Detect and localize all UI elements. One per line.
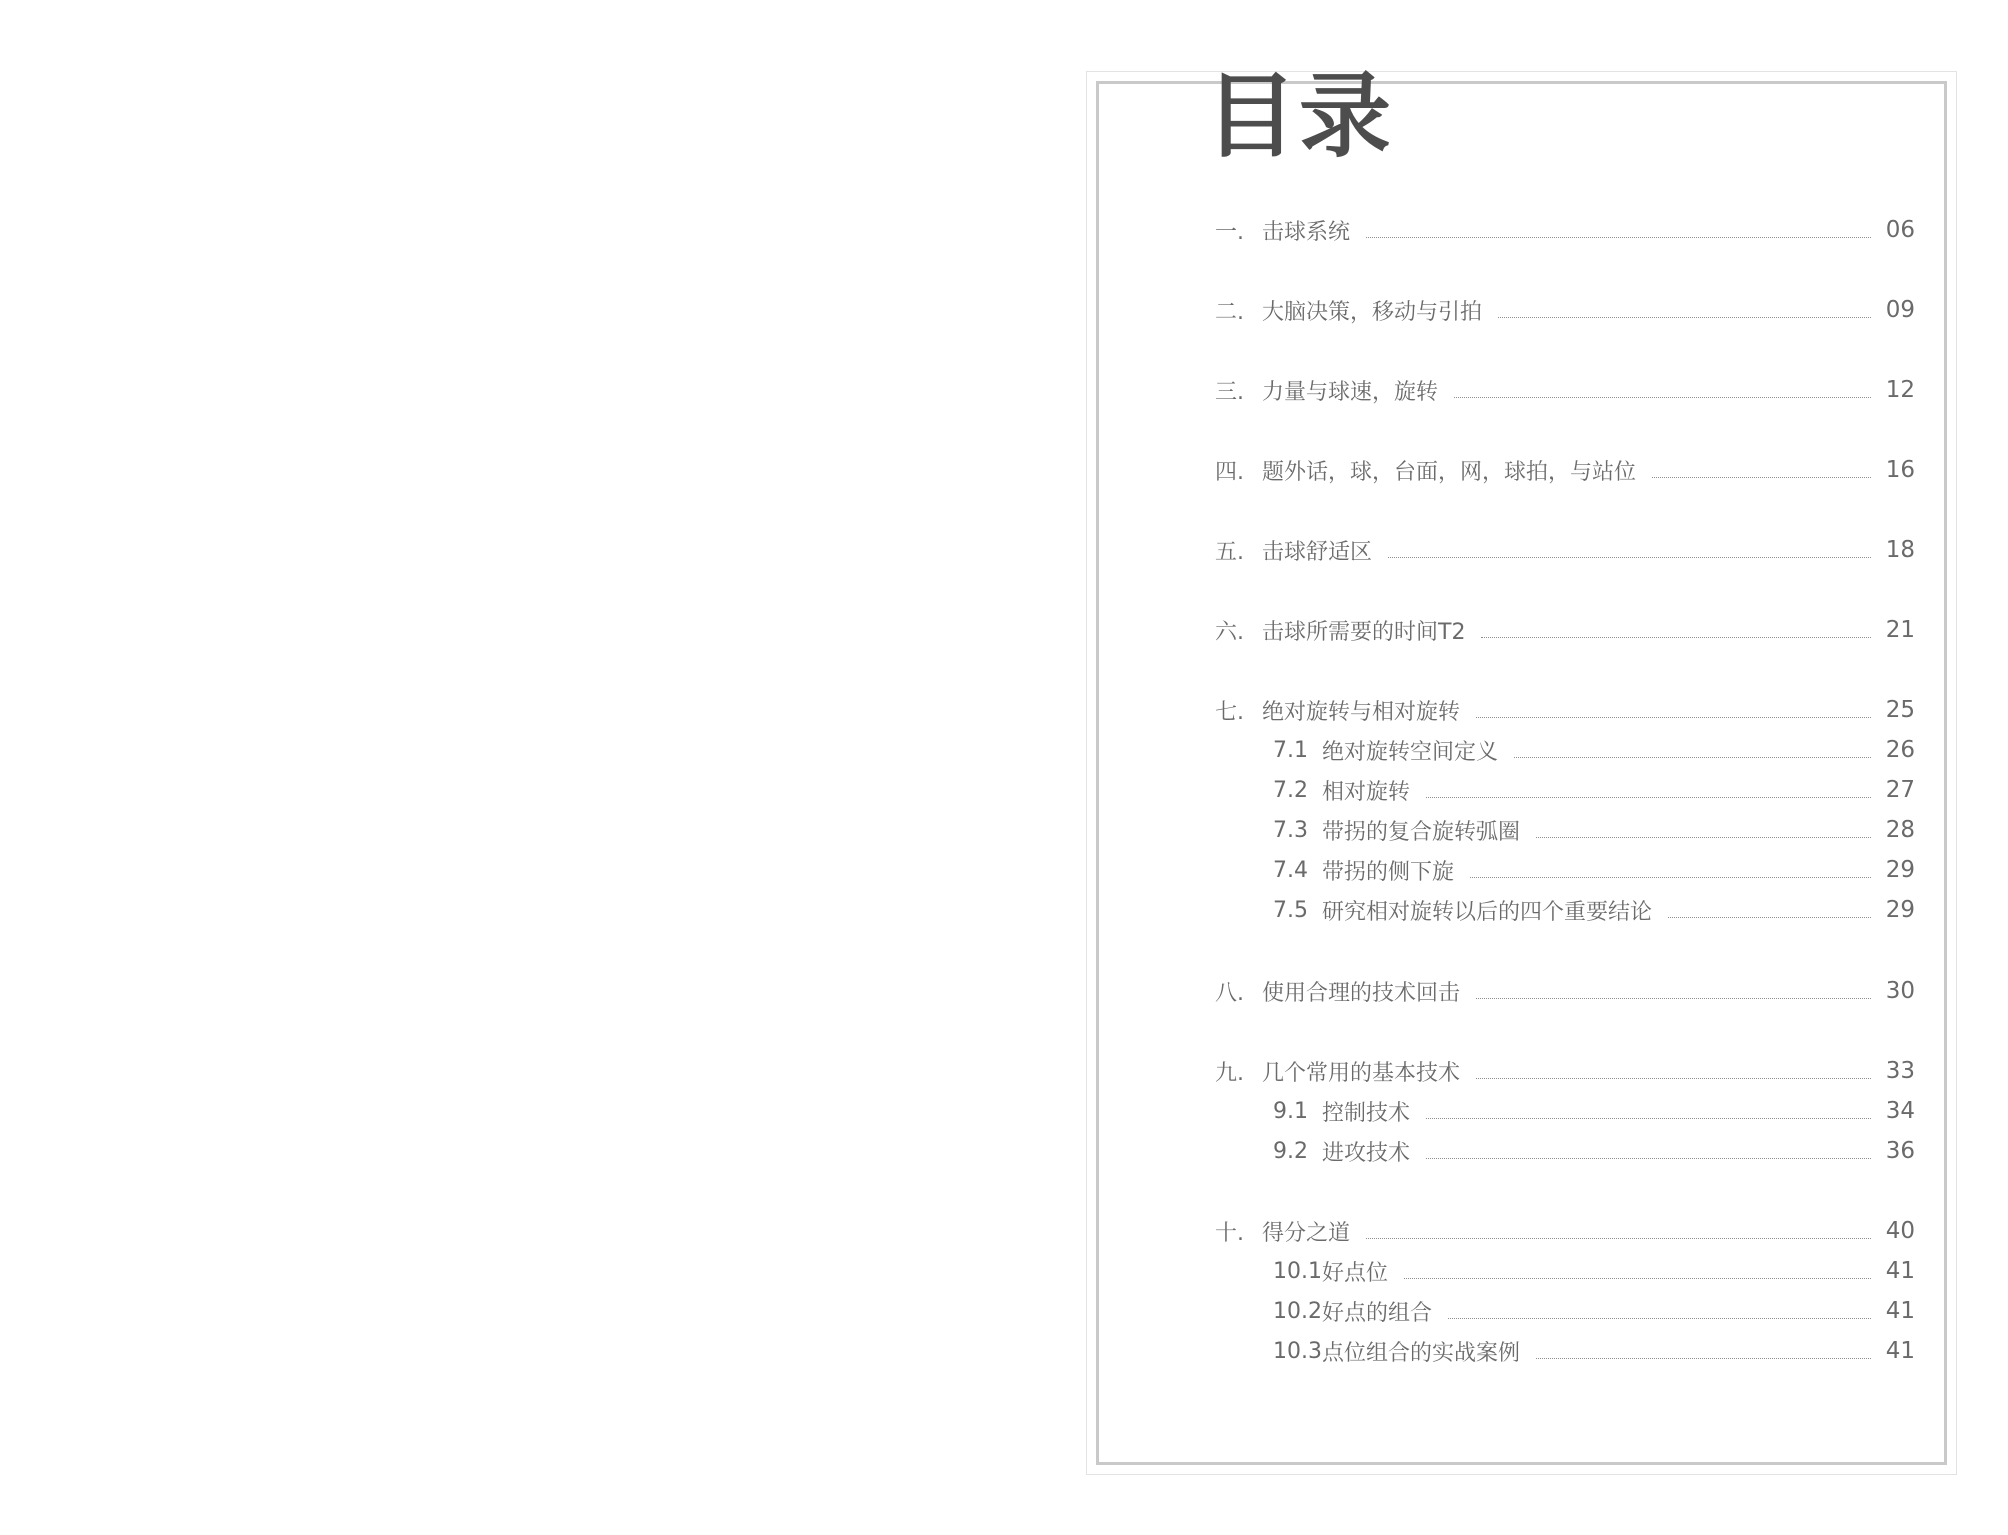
toc-dot-leader <box>1668 917 1871 918</box>
toc-entry-label: 研究相对旋转以后的四个重要结论 <box>1322 899 1653 925</box>
toc-dot-leader <box>1448 1318 1871 1319</box>
toc-dot-leader <box>1536 837 1871 838</box>
toc-entry-label: 大脑决策，移动与引拍 <box>1262 299 1483 325</box>
toc-entry-label: 好点位 <box>1321 1260 1388 1286</box>
toc-dot-leader <box>1404 1278 1871 1279</box>
toc-dot-leader <box>1476 717 1871 718</box>
toc-entry-number: 三. <box>1215 379 1244 405</box>
toc-entry-number: 五. <box>1215 539 1244 565</box>
toc-entry-label: 进攻技术 <box>1322 1140 1411 1166</box>
toc-dot-leader <box>1481 637 1871 638</box>
toc-dot-leader <box>1426 797 1871 798</box>
toc-entry-number: 7.1 <box>1273 737 1308 763</box>
toc-entry-page: 06 <box>1885 217 1915 243</box>
toc-dot-leader <box>1476 998 1871 999</box>
toc-entry-number: 7.3 <box>1273 817 1308 843</box>
toc-entry-number: 二. <box>1215 299 1244 325</box>
toc-entry-label: 击球所需要的时间T2 <box>1262 619 1466 645</box>
toc-entry-page: 29 <box>1885 897 1915 923</box>
toc-entry-4[interactable] <box>1215 453 1915 487</box>
toc-entry-number: 7.4 <box>1273 857 1308 883</box>
toc-entry-number: 六. <box>1215 619 1244 645</box>
toc-entry-page: 18 <box>1885 537 1915 563</box>
toc-entry-9[interactable] <box>1215 1054 1915 1088</box>
toc-entry-number: 八. <box>1215 980 1244 1006</box>
toc-title: 目录 <box>1205 62 1394 170</box>
toc-entry-page: 12 <box>1885 377 1915 403</box>
toc-entry-label: 绝对旋转与相对旋转 <box>1262 699 1461 725</box>
toc-entry-label: 击球舒适区 <box>1262 539 1373 565</box>
toc-entry-page: 29 <box>1885 857 1915 883</box>
toc-entry-7-5[interactable] <box>1273 893 1915 927</box>
toc-entry-10-3[interactable] <box>1273 1334 1915 1368</box>
toc-entry-page: 41 <box>1885 1298 1915 1324</box>
toc-entry-label: 击球系统 <box>1262 219 1351 245</box>
toc-entry-page: 27 <box>1885 777 1915 803</box>
toc-entry-page: 40 <box>1885 1218 1915 1244</box>
toc-entry-number: 九. <box>1215 1060 1244 1086</box>
toc-entry-7-1[interactable] <box>1273 733 1915 767</box>
toc-dot-leader <box>1426 1158 1871 1159</box>
toc-entry-label: 使用合理的技术回击 <box>1262 980 1461 1006</box>
toc-entry-number: 7.2 <box>1273 777 1308 803</box>
toc-entry-number: 9.2 <box>1273 1138 1308 1164</box>
toc-dot-leader <box>1470 877 1871 878</box>
toc-entry-8[interactable] <box>1215 974 1915 1008</box>
toc-entry-page: 25 <box>1885 697 1915 723</box>
toc-entry-label: 力量与球速，旋转 <box>1262 379 1439 405</box>
toc-entry-number: 10.3 <box>1273 1338 1322 1364</box>
toc-dot-leader <box>1366 1238 1871 1239</box>
toc-entry-label: 几个常用的基本技术 <box>1262 1060 1461 1086</box>
toc-entry-page: 16 <box>1885 457 1915 483</box>
toc-entry-10-2[interactable] <box>1273 1294 1915 1328</box>
toc-entry-page: 36 <box>1885 1138 1915 1164</box>
toc-entry-page: 33 <box>1885 1058 1915 1084</box>
toc-entry-page: 26 <box>1885 737 1915 763</box>
toc-entry-10-1[interactable] <box>1273 1254 1915 1288</box>
toc-entry-label: 控制技术 <box>1322 1100 1411 1126</box>
toc-entry-page: 28 <box>1885 817 1915 843</box>
toc-entry-number: 十. <box>1215 1220 1244 1246</box>
toc-entry-label: 带拐的侧下旋 <box>1322 859 1455 885</box>
toc-dot-leader <box>1652 477 1871 478</box>
toc-entry-number: 9.1 <box>1273 1098 1308 1124</box>
toc-entry-9-2[interactable] <box>1273 1134 1915 1168</box>
toc-entry-label: 好点的组合 <box>1321 1300 1432 1326</box>
toc-entry-7[interactable] <box>1215 693 1915 727</box>
toc-entry-label: 带拐的复合旋转弧圈 <box>1322 819 1521 845</box>
toc-entry-3[interactable] <box>1215 373 1915 407</box>
toc-entry-number: 10.1 <box>1273 1258 1322 1284</box>
toc-dot-leader <box>1454 397 1871 398</box>
toc-entry-label: 得分之道 <box>1262 1220 1351 1246</box>
toc-dot-leader <box>1536 1358 1871 1359</box>
toc-entry-label: 相对旋转 <box>1322 779 1411 805</box>
toc-dot-leader <box>1476 1078 1871 1079</box>
toc-entry-page: 34 <box>1885 1098 1915 1124</box>
toc-entry-6[interactable] <box>1215 613 1915 647</box>
toc-entry-9-1[interactable] <box>1273 1094 1915 1128</box>
toc-dot-leader <box>1498 317 1871 318</box>
toc-entry-number: 七. <box>1215 699 1244 725</box>
toc-entry-label: 题外话，球，台面，网，球拍，与站位 <box>1262 459 1637 485</box>
toc-entry-7-2[interactable] <box>1273 773 1915 807</box>
toc-dot-leader <box>1514 757 1871 758</box>
toc-entry-number: 10.2 <box>1273 1298 1322 1324</box>
toc-entry-label: 点位组合的实战案例 <box>1321 1340 1520 1366</box>
toc-entry-number: 一. <box>1215 219 1244 245</box>
toc-entry-page: 41 <box>1885 1258 1915 1284</box>
toc-entry-number: 四. <box>1215 459 1244 485</box>
toc-entry-page: 41 <box>1885 1338 1915 1364</box>
toc-dot-leader <box>1388 557 1871 558</box>
toc-entry-1[interactable] <box>1215 213 1915 247</box>
toc-entry-page: 30 <box>1885 978 1915 1004</box>
toc-entry-7-4[interactable] <box>1273 853 1915 887</box>
toc-entry-10[interactable] <box>1215 1214 1915 1248</box>
toc-entry-page: 09 <box>1885 297 1915 323</box>
toc-dot-leader <box>1366 237 1871 238</box>
toc-entry-7-3[interactable] <box>1273 813 1915 847</box>
toc-entry-label: 绝对旋转空间定义 <box>1322 739 1499 765</box>
toc-entry-5[interactable] <box>1215 533 1915 567</box>
toc-entry-number: 7.5 <box>1273 897 1308 923</box>
toc-entry-page: 21 <box>1885 617 1915 643</box>
toc-dot-leader <box>1426 1118 1871 1119</box>
toc-entry-2[interactable] <box>1215 293 1915 327</box>
